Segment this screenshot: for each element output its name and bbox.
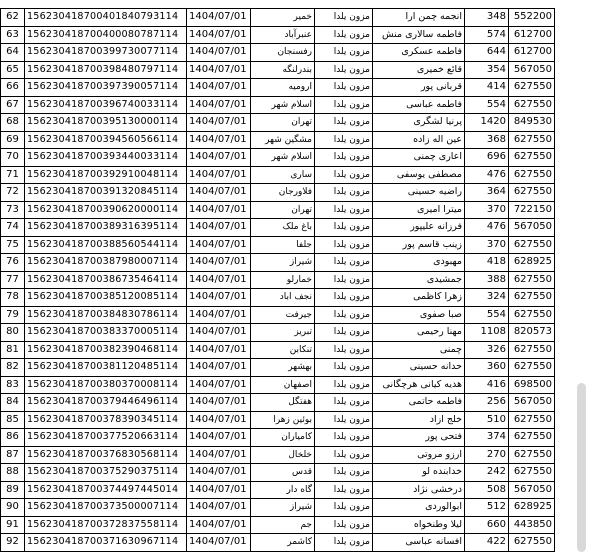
table-row xyxy=(1,219,555,237)
tracking-code-cell: 156230418700381120485114 xyxy=(25,359,187,377)
customer-name-cell: مهبودی xyxy=(373,254,465,272)
table-row xyxy=(1,464,555,482)
table-row xyxy=(1,411,555,429)
tracking-code-cell: 156230418700375290375114 xyxy=(25,464,187,482)
shop-name-cell: مزون یلدا xyxy=(315,201,373,219)
row-number-cell: 69 xyxy=(1,131,25,149)
customer-name-cell: مهنا رحیمی xyxy=(373,324,465,342)
tracking-code-cell: 156230418700398480797114 xyxy=(25,61,187,79)
quantity-cell: 1108 xyxy=(465,324,509,342)
customer-name-cell: افسانه عباسی xyxy=(373,534,465,552)
city-cell: هفتگل xyxy=(251,394,315,412)
date-cell: 1404/07/01 xyxy=(187,289,251,307)
row-number-cell: 63 xyxy=(1,26,25,44)
shop-name-cell: مزون یلدا xyxy=(315,254,373,272)
quantity-cell: 414 xyxy=(465,79,509,97)
table-row xyxy=(1,481,555,499)
city-cell: عنبرآباد xyxy=(251,26,315,44)
tracking-code-cell: 156230418700376830568114 xyxy=(25,446,187,464)
row-number-cell: 74 xyxy=(1,219,25,237)
date-cell: 1404/07/01 xyxy=(187,499,251,517)
date-cell: 1404/07/01 xyxy=(187,376,251,394)
date-cell: 1404/07/01 xyxy=(187,236,251,254)
table-row xyxy=(1,306,555,324)
date-cell: 1404/07/01 xyxy=(187,201,251,219)
tracking-code-cell: 156230418700378390345114 xyxy=(25,411,187,429)
quantity-cell: 418 xyxy=(465,254,509,272)
quantity-cell: 348 xyxy=(465,9,509,27)
table-row xyxy=(1,9,555,27)
table-row xyxy=(1,289,555,307)
table-row xyxy=(1,254,555,272)
tracking-code-cell: 156230418700374497445014 xyxy=(25,481,187,499)
city-cell: بهشهر xyxy=(251,359,315,377)
shop-name-cell: مزون یلدا xyxy=(315,166,373,184)
shop-name-cell: مزون یلدا xyxy=(315,394,373,412)
table-row xyxy=(1,236,555,254)
amount-cell: 627550 xyxy=(509,149,555,167)
customer-name-cell: چمنی xyxy=(373,341,465,359)
tracking-code-cell: 156230418700396740033114 xyxy=(25,96,187,114)
quantity-cell: 368 xyxy=(465,131,509,149)
customer-name-cell: فاطمه حاتمی xyxy=(373,394,465,412)
city-cell: قدس xyxy=(251,464,315,482)
date-cell: 1404/07/01 xyxy=(187,429,251,447)
table-row xyxy=(1,26,555,44)
customer-name-cell: درخشی نژاد xyxy=(373,481,465,499)
city-cell: جیرفت xyxy=(251,306,315,324)
tracking-code-cell: 156230418700397390057114 xyxy=(25,79,187,97)
amount-cell: 567050 xyxy=(509,219,555,237)
amount-cell: 627550 xyxy=(509,534,555,552)
customer-name-cell: اعاری چمنی xyxy=(373,149,465,167)
customer-name-cell: فرزانه علیپور xyxy=(373,219,465,237)
customer-name-cell: صبا صفوی xyxy=(373,306,465,324)
customer-name-cell: راضیه حسینی xyxy=(373,184,465,202)
row-number-cell: 78 xyxy=(1,289,25,307)
tracking-code-cell: 156230418700382390468114 xyxy=(25,341,187,359)
date-cell: 1404/07/01 xyxy=(187,306,251,324)
date-cell: 1404/07/01 xyxy=(187,149,251,167)
table-row xyxy=(1,149,555,167)
amount-cell: 627550 xyxy=(509,236,555,254)
quantity-cell: 660 xyxy=(465,516,509,534)
row-number-cell: 76 xyxy=(1,254,25,272)
row-number-cell: 62 xyxy=(1,9,25,27)
row-number-cell: 66 xyxy=(1,79,25,97)
amount-cell: 627550 xyxy=(509,131,555,149)
quantity-cell: 270 xyxy=(465,446,509,464)
table-row xyxy=(1,394,555,412)
row-number-cell: 82 xyxy=(1,359,25,377)
date-cell: 1404/07/01 xyxy=(187,411,251,429)
quantity-cell: 644 xyxy=(465,44,509,62)
row-number-cell: 90 xyxy=(1,499,25,517)
shop-name-cell: مزون یلدا xyxy=(315,96,373,114)
tracking-code-cell: 156230418700371630967114 xyxy=(25,534,187,552)
city-cell: خمیر xyxy=(251,9,315,27)
customer-name-cell: فاطمه سالاری منش xyxy=(373,26,465,44)
customer-name-cell: زینب قاسم پور xyxy=(373,236,465,254)
tracking-code-cell: 156230418700399730077114 xyxy=(25,44,187,62)
shop-name-cell: مزون یلدا xyxy=(315,131,373,149)
tracking-code-cell: 156230418700390620000114 xyxy=(25,201,187,219)
date-cell: 1404/07/01 xyxy=(187,26,251,44)
amount-cell: 627550 xyxy=(509,271,555,289)
row-number-cell: 71 xyxy=(1,166,25,184)
date-cell: 1404/07/01 xyxy=(187,394,251,412)
date-cell: 1404/07/01 xyxy=(187,114,251,132)
table-row xyxy=(1,324,555,342)
date-cell: 1404/07/01 xyxy=(187,9,251,27)
customer-name-cell: فتحی پور xyxy=(373,429,465,447)
tracking-code-cell: 156230418700384830786114 xyxy=(25,306,187,324)
tracking-code-cell: 156230418700389316395114 xyxy=(25,219,187,237)
shop-name-cell: مزون یلدا xyxy=(315,306,373,324)
quantity-cell: 416 xyxy=(465,376,509,394)
city-cell: جلفا xyxy=(251,236,315,254)
quantity-cell: 696 xyxy=(465,149,509,167)
customer-name-cell: لیلا وطنخواه xyxy=(373,516,465,534)
tracking-code-cell: 156230418700372837558114 xyxy=(25,516,187,534)
quantity-cell: 510 xyxy=(465,411,509,429)
amount-cell: 698500 xyxy=(509,376,555,394)
tracking-code-cell: 156230418700388560544114 xyxy=(25,236,187,254)
shop-name-cell: مزون یلدا xyxy=(315,324,373,342)
table-row xyxy=(1,429,555,447)
city-cell: بندرلنگه xyxy=(251,61,315,79)
amount-cell: 627550 xyxy=(509,184,555,202)
shop-name-cell: مزون یلدا xyxy=(315,429,373,447)
date-cell: 1404/07/01 xyxy=(187,446,251,464)
shop-name-cell: مزون یلدا xyxy=(315,61,373,79)
row-number-cell: 91 xyxy=(1,516,25,534)
quantity-cell: 422 xyxy=(465,534,509,552)
date-cell: 1404/07/01 xyxy=(187,359,251,377)
customer-name-cell: فاطمه عسکری xyxy=(373,44,465,62)
table-row xyxy=(1,376,555,394)
row-number-cell: 87 xyxy=(1,446,25,464)
date-cell: 1404/07/01 xyxy=(187,534,251,552)
shop-name-cell: مزون یلدا xyxy=(315,219,373,237)
customer-name-cell: زهرا کاظمی xyxy=(373,289,465,307)
table-row xyxy=(1,166,555,184)
amount-cell: 627550 xyxy=(509,429,555,447)
date-cell: 1404/07/01 xyxy=(187,464,251,482)
quantity-cell: 476 xyxy=(465,219,509,237)
row-number-cell: 83 xyxy=(1,376,25,394)
customer-name-cell: پرنیا لشگری xyxy=(373,114,465,132)
quantity-cell: 242 xyxy=(465,464,509,482)
amount-cell: 628925 xyxy=(509,254,555,272)
city-cell: فلاورجان xyxy=(251,184,315,202)
amount-cell: 567050 xyxy=(509,61,555,79)
amount-cell: 627550 xyxy=(509,289,555,307)
tracking-code-cell: 156230418700401840793114 xyxy=(25,9,187,27)
quantity-cell: 476 xyxy=(465,166,509,184)
amount-cell: 627550 xyxy=(509,166,555,184)
table-row xyxy=(1,271,555,289)
tracking-code-cell: 156230418700391320845114 xyxy=(25,184,187,202)
shop-name-cell: مزون یلدا xyxy=(315,359,373,377)
shop-name-cell: مزون یلدا xyxy=(315,9,373,27)
city-cell: کامیاران xyxy=(251,429,315,447)
tracking-code-cell: 156230418700385120085114 xyxy=(25,289,187,307)
shop-name-cell: مزون یلدا xyxy=(315,411,373,429)
quantity-cell: 554 xyxy=(465,306,509,324)
table-row xyxy=(1,201,555,219)
row-number-cell: 73 xyxy=(1,201,25,219)
amount-cell: 612700 xyxy=(509,44,555,62)
tracking-code-cell: 156230418700393440033114 xyxy=(25,149,187,167)
city-cell: خلخال xyxy=(251,446,315,464)
table-row xyxy=(1,341,555,359)
date-cell: 1404/07/01 xyxy=(187,219,251,237)
date-cell: 1404/07/01 xyxy=(187,184,251,202)
tracking-code-cell: 156230418700400080787114 xyxy=(25,26,187,44)
shop-name-cell: مزون یلدا xyxy=(315,184,373,202)
row-number-cell: 75 xyxy=(1,236,25,254)
table-row xyxy=(1,516,555,534)
tracking-code-cell: 156230418700392910048114 xyxy=(25,166,187,184)
city-cell: مشگین شهر xyxy=(251,131,315,149)
city-cell: تنکابن xyxy=(251,341,315,359)
amount-cell: 627550 xyxy=(509,96,555,114)
quantity-cell: 374 xyxy=(465,429,509,447)
customer-name-cell: میترا امیری xyxy=(373,201,465,219)
row-number-cell: 86 xyxy=(1,429,25,447)
customer-name-cell: قربانی پور xyxy=(373,79,465,97)
customer-name-cell: مصطفی یوسفی xyxy=(373,166,465,184)
shop-name-cell: مزون یلدا xyxy=(315,376,373,394)
row-number-cell: 81 xyxy=(1,341,25,359)
city-cell: تهران xyxy=(251,114,315,132)
quantity-cell: 370 xyxy=(465,201,509,219)
customer-name-cell: ابوالوردی xyxy=(373,499,465,517)
shop-name-cell: مزون یلدا xyxy=(315,44,373,62)
shop-name-cell: مزون یلدا xyxy=(315,149,373,167)
city-cell: شیراز xyxy=(251,254,315,272)
customer-name-cell: فاطمه عباسی xyxy=(373,96,465,114)
shop-name-cell: مزون یلدا xyxy=(315,271,373,289)
shop-name-cell: مزون یلدا xyxy=(315,236,373,254)
table-row xyxy=(1,79,555,97)
amount-cell: 612700 xyxy=(509,26,555,44)
shop-name-cell: مزون یلدا xyxy=(315,289,373,307)
city-cell: رفسنجان xyxy=(251,44,315,62)
quantity-cell: 370 xyxy=(465,236,509,254)
city-cell: گاه دار xyxy=(251,481,315,499)
row-number-cell: 89 xyxy=(1,481,25,499)
date-cell: 1404/07/01 xyxy=(187,324,251,342)
customer-name-cell: ارزو مروتی xyxy=(373,446,465,464)
quantity-cell: 512 xyxy=(465,499,509,517)
city-cell: اصفهان xyxy=(251,376,315,394)
tracking-code-cell: 156230418700387980007114 xyxy=(25,254,187,272)
row-number-cell: 70 xyxy=(1,149,25,167)
city-cell: تهران xyxy=(251,201,315,219)
shop-name-cell: مزون یلدا xyxy=(315,341,373,359)
amount-cell: 627550 xyxy=(509,79,555,97)
quantity-cell: 256 xyxy=(465,394,509,412)
amount-cell: 552200 xyxy=(509,9,555,27)
customer-name-cell: قائع خمیری xyxy=(373,61,465,79)
row-number-cell: 68 xyxy=(1,114,25,132)
shop-name-cell: مزون یلدا xyxy=(315,446,373,464)
shop-name-cell: مزون یلدا xyxy=(315,481,373,499)
table-row xyxy=(1,61,555,79)
amount-cell: 820573 xyxy=(509,324,555,342)
table-row xyxy=(1,96,555,114)
customer-name-cell: حدانه حسینی xyxy=(373,359,465,377)
date-cell: 1404/07/01 xyxy=(187,481,251,499)
table-row xyxy=(1,446,555,464)
shop-name-cell: مزون یلدا xyxy=(315,26,373,44)
date-cell: 1404/07/01 xyxy=(187,131,251,149)
date-cell: 1404/07/01 xyxy=(187,79,251,97)
city-cell: اسلام شهر xyxy=(251,149,315,167)
table-row xyxy=(1,359,555,377)
row-number-cell: 85 xyxy=(1,411,25,429)
city-cell: خمارلو xyxy=(251,271,315,289)
tracking-code-cell: 156230418700395130000114 xyxy=(25,114,187,132)
amount-cell: 627550 xyxy=(509,306,555,324)
table-body xyxy=(1,9,555,552)
row-number-cell: 80 xyxy=(1,324,25,342)
quantity-cell: 1420 xyxy=(465,114,509,132)
shop-name-cell: مزون یلدا xyxy=(315,534,373,552)
date-cell: 1404/07/01 xyxy=(187,341,251,359)
row-number-cell: 77 xyxy=(1,271,25,289)
table-row xyxy=(1,131,555,149)
table-row xyxy=(1,499,555,517)
table-row xyxy=(1,184,555,202)
tracking-code-cell: 156230418700373500007114 xyxy=(25,499,187,517)
city-cell: تبریز xyxy=(251,324,315,342)
table-row xyxy=(1,114,555,132)
row-number-cell: 67 xyxy=(1,96,25,114)
city-cell: باغ ملک xyxy=(251,219,315,237)
amount-cell: 627550 xyxy=(509,446,555,464)
city-cell: شیراز xyxy=(251,499,315,517)
amount-cell: 849530 xyxy=(509,114,555,132)
tracking-code-cell: 156230418700377520663114 xyxy=(25,429,187,447)
customer-name-cell: خلج ازاد xyxy=(373,411,465,429)
date-cell: 1404/07/01 xyxy=(187,96,251,114)
city-cell: کاشمر xyxy=(251,534,315,552)
quantity-cell: 388 xyxy=(465,271,509,289)
city-cell: ساری xyxy=(251,166,315,184)
table-row xyxy=(1,534,555,552)
amount-cell: 722150 xyxy=(509,201,555,219)
shop-name-cell: مزون یلدا xyxy=(315,114,373,132)
customer-name-cell: خدابنده لو xyxy=(373,464,465,482)
quantity-cell: 354 xyxy=(465,61,509,79)
date-cell: 1404/07/01 xyxy=(187,61,251,79)
quantity-cell: 324 xyxy=(465,289,509,307)
table-row xyxy=(1,44,555,62)
quantity-cell: 508 xyxy=(465,481,509,499)
quantity-cell: 360 xyxy=(465,359,509,377)
tracking-code-cell: 156230418700379446496114 xyxy=(25,394,187,412)
shop-name-cell: مزون یلدا xyxy=(315,499,373,517)
quantity-cell: 554 xyxy=(465,96,509,114)
row-number-cell: 88 xyxy=(1,464,25,482)
amount-cell: 628925 xyxy=(509,499,555,517)
city-cell: نجف اباد xyxy=(251,289,315,307)
customer-name-cell: هدیه کیانی هرچگانی xyxy=(373,376,465,394)
customer-name-cell: انجمه چمن ارا xyxy=(373,9,465,27)
amount-cell: 443850 xyxy=(509,516,555,534)
amount-cell: 567050 xyxy=(509,481,555,499)
quantity-cell: 326 xyxy=(465,341,509,359)
quantity-cell: 574 xyxy=(465,26,509,44)
customer-name-cell: جمشیدی xyxy=(373,271,465,289)
shop-name-cell: مزون یلدا xyxy=(315,464,373,482)
shop-name-cell: مزون یلدا xyxy=(315,516,373,534)
amount-cell: 627550 xyxy=(509,341,555,359)
amount-cell: 627550 xyxy=(509,464,555,482)
date-cell: 1404/07/01 xyxy=(187,44,251,62)
city-cell: جم xyxy=(251,516,315,534)
date-cell: 1404/07/01 xyxy=(187,516,251,534)
row-number-cell: 84 xyxy=(1,394,25,412)
date-cell: 1404/07/01 xyxy=(187,166,251,184)
orders-table xyxy=(0,8,555,552)
amount-cell: 627550 xyxy=(509,411,555,429)
date-cell: 1404/07/01 xyxy=(187,254,251,272)
tracking-code-cell: 156230418700380370008114 xyxy=(25,376,187,394)
row-number-cell: 92 xyxy=(1,534,25,552)
city-cell: بوئین زهرا xyxy=(251,411,315,429)
amount-cell: 627550 xyxy=(509,359,555,377)
row-number-cell: 65 xyxy=(1,61,25,79)
city-cell: ارومیه xyxy=(251,79,315,97)
amount-cell: 567050 xyxy=(509,394,555,412)
tracking-code-cell: 156230418700383370005114 xyxy=(25,324,187,342)
row-number-cell: 79 xyxy=(1,306,25,324)
row-number-cell: 72 xyxy=(1,184,25,202)
shop-name-cell: مزون یلدا xyxy=(315,79,373,97)
quantity-cell: 364 xyxy=(465,184,509,202)
customer-name-cell: عین اله زاده xyxy=(373,131,465,149)
vertical-scrollbar[interactable] xyxy=(577,383,586,552)
tracking-code-cell: 156230418700394560566114 xyxy=(25,131,187,149)
tracking-code-cell: 156230418700386735464114 xyxy=(25,271,187,289)
date-cell: 1404/07/01 xyxy=(187,271,251,289)
row-number-cell: 64 xyxy=(1,44,25,62)
city-cell: اسلام شهر xyxy=(251,96,315,114)
